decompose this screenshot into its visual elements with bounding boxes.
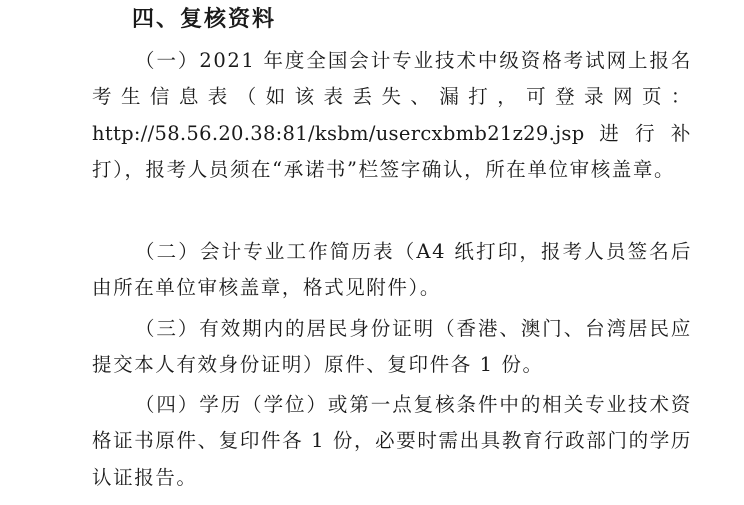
- item-3-paragraph: （三）有效期内的居民身份证明（香港、澳门、台湾居民应提交本人有效身份证明）原件、复印件各 1 份。: [92, 317, 692, 377]
- item-1-text-after: 进行补打），报考人员须在“承诺书”栏签字确认，所在单位审核盖章。: [92, 121, 692, 181]
- registration-url: http://58.56.20.38:81/ksbm/usercxbmb21z29.jsp: [92, 121, 585, 145]
- item-2-paragraph: （二）会计专业工作简历表（A4 纸打印，报考人员签名后由所在单位审核盖章，格式见附件）。: [92, 240, 692, 300]
- item-1-paragraph: [92, 43, 692, 188]
- item-4-paragraph: （四）学历（学位）或第一点复核条件中的相关专业技术资格证书原件、复印件各 1 份，必要时需出具教育行政部门的学历认证报告。: [92, 393, 692, 489]
- section-title: 四、复核资料: [132, 7, 277, 32]
- item-1-text-before: （一）2021 年度全国会计专业技术中级资格考试网上报名考生信息表（如该表丢失、漏打，可登录网页：: [92, 49, 692, 109]
